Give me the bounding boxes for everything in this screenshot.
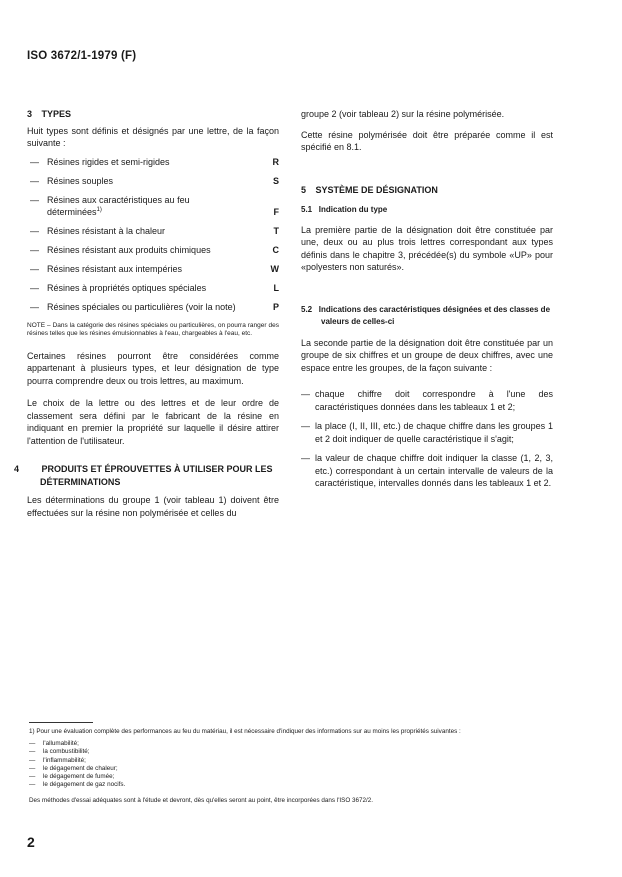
- subsection-5-2-heading: 5.2 Indications des caractéristiques désignées et des classes de valeurs de celles-ci: [301, 304, 551, 326]
- type-code: C: [272, 245, 279, 255]
- subsection-5-1-heading: 5.1 Indication du type: [301, 205, 388, 214]
- footnote-marker: 1): [96, 207, 102, 213]
- types-note: NOTE – Dans la catégorie des résines spéciales ou particulières, on pourra ranger des résines telles que les résines émulsionnables à l'eau, chargeables à l'eau, etc.: [27, 321, 279, 337]
- list-item: — l'allumabilité;: [29, 740, 79, 748]
- section-4-heading: 4 PRODUITS ET ÉPROUVETTES À UTILISER POUR LES DÉTERMINATIONS: [14, 464, 273, 487]
- document-header: ISO 3672/1-1979 (F): [27, 50, 137, 62]
- list-item: — le dégagement de gaz nocifs.: [29, 781, 126, 789]
- list-item: — l'inflammabilité;: [29, 756, 86, 764]
- page-number: 2: [27, 834, 35, 850]
- subsection-5-1-paragraph: La première partie de la désignation doit être constituée par une, deux ou au plus trois lettres correspondant aux types définis dans le chapitre 3, précédée(s) du symbole «UP» pour «polyesters non saturés».: [301, 224, 553, 272]
- designation-rules-list: [301, 388, 553, 490]
- type-item: — Résines résistant aux intempéries W: [30, 263, 279, 274]
- type-item: — Résines résistant aux produits chimiques C: [30, 244, 279, 255]
- type-code: R: [272, 157, 279, 167]
- type-code: S: [272, 176, 279, 186]
- section-3-intro: Huit types sont définis et désignés par une lettre, de la façon suivante :: [27, 125, 279, 148]
- left-column: [14, 108, 279, 519]
- type-item: — Résines rigides et semi-rigides R: [30, 156, 279, 167]
- type-item: — Résines spéciales ou particulières (voir la note) P: [30, 301, 279, 312]
- list-item: — la valeur de chaque chiffre doit indiquer la classe (1, 2, 3, etc.) correspondant à un certain intervalle de valeurs de la caractéristique, intervalles donnés dans les tableaux 1 et 2.: [301, 453, 553, 488]
- type-code: W: [270, 264, 279, 274]
- list-item: — chaque chiffre doit correspondre à l'une des caractéristiques données dans les tableaux 1 et 2;: [301, 389, 553, 412]
- type-item: — Résines résistant à la chaleur T: [30, 225, 279, 236]
- list-item: — le dégagement de fumée;: [29, 773, 115, 781]
- list-item: — la combustibilité;: [29, 748, 90, 756]
- types-list: [27, 156, 279, 314]
- section-4-paragraph-continued: groupe 2 (voir tableau 2) sur la résine polymérisée.: [301, 109, 505, 119]
- type-code: F: [273, 207, 279, 217]
- footnote-closing: Des méthodes d'essai adéquates sont à l'étude et devront, dès qu'elles seront au point, être incorporées dans l'ISO 3672/2.: [29, 797, 374, 805]
- type-item: — Résines souples S: [30, 175, 279, 186]
- footnote: [29, 728, 555, 806]
- list-item: — le dégagement de chaleur;: [29, 764, 118, 772]
- type-code: T: [273, 226, 279, 236]
- right-column: [301, 108, 553, 490]
- list-item: — la place (I, II, III, etc.) de chaque chiffre dans les groupes 1 et 2 doit indiquer de quelle caractéristique il s'agit;: [301, 421, 553, 444]
- section-3-heading: 3 TYPES: [27, 109, 72, 119]
- footnote-divider: [29, 722, 93, 723]
- type-code: L: [273, 283, 279, 293]
- type-code: P: [272, 302, 279, 312]
- section-4-paragraph: Les déterminations du groupe 1 (voir tableau 1) doivent être effectuées sur la résine non polymérisée et celles du: [27, 495, 279, 518]
- footnote-list: [29, 740, 555, 789]
- subsection-5-2-paragraph: La seconde partie de la désignation doit être constituée par un groupe de six chiffres et un groupe de deux chiffres, avec une espace entre les groupes, de la façon suivante :: [301, 337, 553, 373]
- type-item: — Résines à propriétés optiques spéciales L: [30, 282, 279, 293]
- type-item: — Résines aux caractéristiques au feu déterminées$^{1)}$ F: [30, 194, 279, 217]
- footnote-intro: 1) Pour une évaluation complète des performances au feu du matériau, il est nécessaire d'indiquer des informations sur au moins les propriétés suivantes :: [29, 728, 461, 735]
- section-3-paragraph-2: Le choix de la lettre ou des lettres et de leur ordre de classement sera défini par le fabricant de la résine en indiquant en premier la propriété sur laquelle il désire attirer l'attention de l'utilisateur.: [27, 398, 279, 446]
- section-4-paragraph-2: Cette résine polymérisée doit être préparée comme il est spécifié en 8.1.: [301, 129, 553, 152]
- section-3-paragraph-1: Certaines résines pourront être considérées comme appartenant à plusieurs types, et leur désignation de type pourra comprendre deux ou trois lettres, au maximum.: [27, 350, 279, 386]
- section-5-heading: 5 SYSTÈME DE DÉSIGNATION: [301, 184, 438, 195]
